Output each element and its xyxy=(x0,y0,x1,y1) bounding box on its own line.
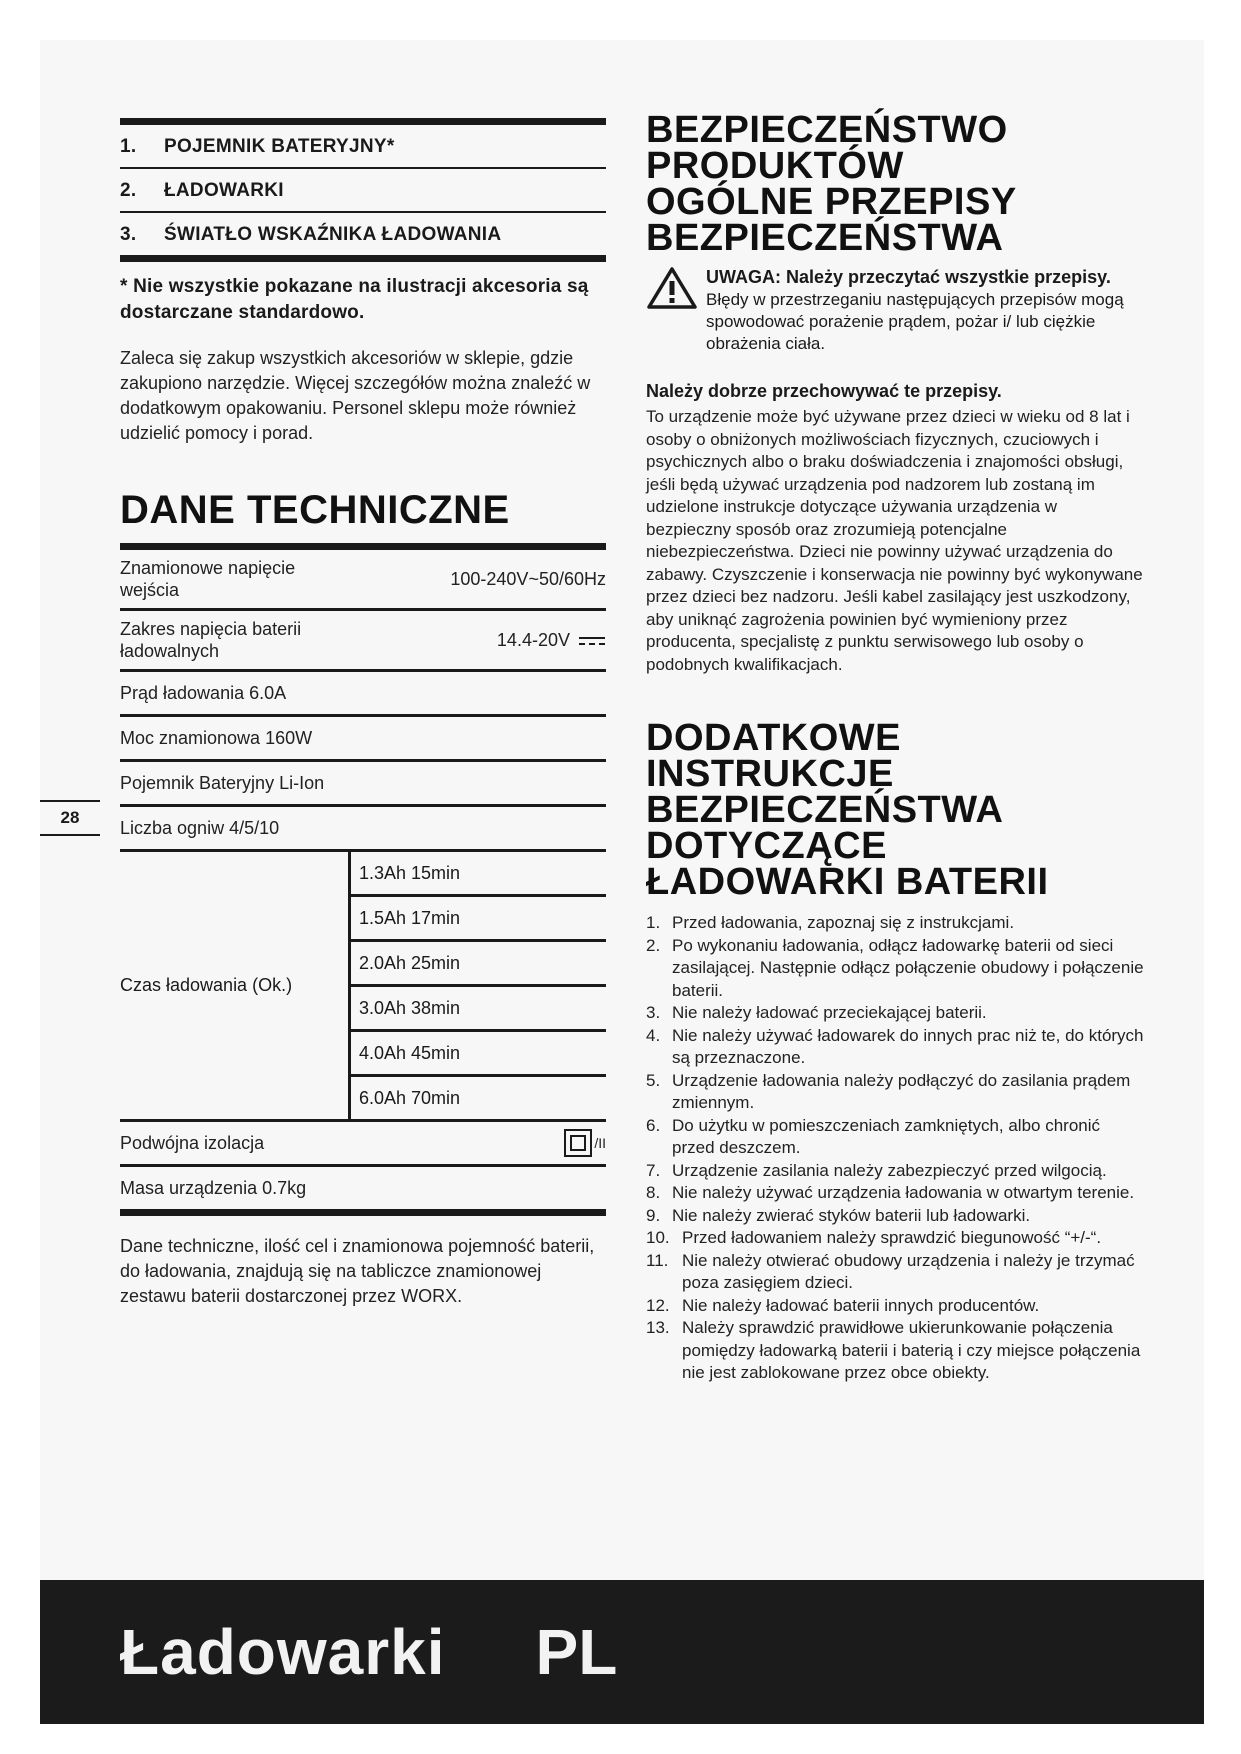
footer-band xyxy=(40,1580,1204,1724)
spec-label: Liczba ogniw 4/5/10 xyxy=(120,818,280,838)
spec-label: Moc znamionowa 160W xyxy=(120,728,313,748)
list-item: 12. Nie należy ładować baterii innych producentów. xyxy=(646,1295,1040,1315)
component-item xyxy=(120,213,606,262)
page-number: 28 xyxy=(60,808,80,827)
left-column xyxy=(120,118,606,1309)
double-insulation-symbol xyxy=(564,1129,606,1157)
spec-label: Masa urządzenia 0.7kg xyxy=(120,1178,307,1198)
heading-line: DODATKOWE xyxy=(646,717,901,759)
spec-label: Zakres napięcia baterii ładowalnych xyxy=(120,619,302,661)
list-item: 13. Należy sprawdzić prawidłowe ukierunkowanie połączenia pomiędzy ładowarką baterii i baterią i czy miejsce połączenia nie jest zablokowane przez obce obiekty. xyxy=(646,1318,1141,1382)
spec-label: Znamionowe napięcie wejścia xyxy=(120,558,296,600)
component-item xyxy=(120,169,606,213)
component-label: ŚWIATŁO WSKAŹNIKA ŁADOWANIA xyxy=(164,224,502,245)
spec-table xyxy=(120,550,606,1216)
spec-label: Pojemnik Bateryjny Li-Ion xyxy=(120,773,325,793)
spec-label: Prąd ładowania 6.0A xyxy=(120,683,287,703)
footer-title: Ładowarki xyxy=(120,1616,446,1688)
page-number-block xyxy=(40,800,100,836)
list-item: 1. Przed ładowania, zapoznaj się z instrukcjami. xyxy=(646,913,1015,932)
dc-symbol-icon xyxy=(578,635,606,647)
class-ii-mark: /II xyxy=(594,1135,606,1151)
heading-line: BEZPIECZEŃSTWO xyxy=(646,109,1008,151)
charge-time-item: 2.0Ah 25min xyxy=(351,942,606,987)
warning-block xyxy=(646,266,1146,355)
spec-row-charge-current xyxy=(120,672,606,717)
tech-footnote: Dane techniczne, ilość cel i znamionowa pojemność baterii, do ładowania, znajdują się na tabliczce znamionowej zestawu baterii dostarczonej przez WORX. xyxy=(120,1236,595,1306)
spec-row-rated-power xyxy=(120,717,606,762)
list-item: 4. Nie należy używać ładowarek do innych prac niż te, do których są przeznaczone. xyxy=(646,1025,1144,1067)
footer-language: PL xyxy=(535,1616,618,1688)
list-item: 8. Nie należy używać urządzenia ładowania w otwartym terenie. xyxy=(646,1183,1135,1202)
heading-line: OGÓLNE PRZEPISY xyxy=(646,181,1017,223)
recommend-paragraph: Zaleca się zakup wszystkich akcesoriów w sklepie, gdzie zakupiono narzędzie. Więcej szczegółów można znaleźć w dodatkowym opakowaniu. Personel sklepu może również udzielić pomocy i porad. xyxy=(120,348,591,443)
right-column xyxy=(646,109,1146,1385)
charge-time-list xyxy=(351,852,606,1119)
component-item xyxy=(120,125,606,169)
charge-time-item: 1.5Ah 17min xyxy=(351,897,606,942)
component-number: 2. xyxy=(120,180,137,201)
list-item: 2. Po wykonaniu ładowania, odłącz ładowarkę baterii od sieci zasilającej. Następnie odłącz połączenie obudowy i połączenie baterii. xyxy=(646,935,1144,1000)
safety-heading xyxy=(646,109,1146,259)
component-label: ŁADOWARKI xyxy=(164,180,284,201)
charge-time-item: 4.0Ah 45min xyxy=(351,1032,606,1077)
safety-body: To urządzenie może być używane przez dzieci w wieku od 8 lat i osoby o obniżonych możliwościach fizycznych, czuciowych i psychicznych albo o braku doświadczenia i znajomości obsługi, jeśli będą używać urządzenia pod nadzorem lub zostaną im udzielone instrukcje dotyczące używania urządzenia w bezpieczny sposób oraz zrozumieją potencjalne niebezpieczeństwa. Dzieci nie powinny używać urządzenia do zabawy. Czyszczenie i konserwacja nie powinny być wykonywane przez dzieci bez nadzoru. Jeśli kabel zasilający jest uszkodzony, aby uniknąć zagrożenia powinien być wymieniony przez producenta, specjalistę z punktu serwisowego lub osoby o podobnych kwalifikacjach. xyxy=(646,407,1143,674)
tech-data-heading: DANE TECHNICZNE xyxy=(120,492,606,550)
list-item: 6. Do użytku w pomieszczeniach zamkniętych, albo chronić przed deszczem. xyxy=(646,1115,1101,1157)
spec-value: 14.4-20V xyxy=(496,629,570,650)
heading-line: BEZPIECZEŃSTWA xyxy=(646,789,1004,831)
spec-row-input xyxy=(120,550,606,611)
accessories-note: * Nie wszystkie pokazane na ilustracji akcesoria są dostarczane standardowo. xyxy=(120,276,589,323)
list-item: 10. Przed ładowaniem należy sprawdzić biegunowość “+/-“. xyxy=(646,1228,1102,1247)
spec-row-cells xyxy=(120,807,606,852)
warning-text xyxy=(706,266,1146,355)
warning-triangle-icon xyxy=(646,266,698,310)
charge-time-label: Czas ładowania (Ok.) xyxy=(120,852,351,1119)
charge-time-item: 1.3Ah 15min xyxy=(351,852,606,897)
heading-line: INSTRUKCJE xyxy=(646,753,894,795)
charge-time-item: 6.0Ah 70min xyxy=(359,1087,461,1108)
spec-row-weight xyxy=(120,1167,606,1216)
heading-line: PRODUKTÓW xyxy=(646,145,904,187)
heading-line: DOTYCZĄCE xyxy=(646,825,887,867)
list-item: 7. Urządzenie zasilania należy zabezpieczyć przed wilgocią. xyxy=(646,1160,1107,1180)
charge-time-item: 3.0Ah 38min xyxy=(351,987,606,1032)
warning-rest: Błędy w przestrzeganiu następujących przepisów mogą spowodować porażenie prądem, pożar i/ lub ciężkie obrażenia ciała. xyxy=(706,290,1124,353)
list-item: 9. Nie należy zwierać styków baterii lub ładowarki. xyxy=(646,1205,1031,1225)
spec-label: Podwójna izolacja xyxy=(120,1133,265,1153)
rules-list xyxy=(646,912,1146,1385)
spec-row-double-insulation xyxy=(120,1122,606,1167)
list-item: 3. Nie należy ładować przeciekającej baterii. xyxy=(646,1003,987,1022)
charge-time-block xyxy=(120,852,606,1122)
heading-line: BEZPIECZEŃSTWA xyxy=(646,217,1004,259)
spec-row-battery-type xyxy=(120,762,606,807)
component-number: 1. xyxy=(120,136,137,157)
additional-heading xyxy=(646,717,1146,903)
component-list xyxy=(120,118,606,262)
spec-value-wrap xyxy=(497,630,606,651)
double-square-icon xyxy=(564,1129,592,1157)
warning-bold: UWAGA: Należy przeczytać wszystkie przepisy. xyxy=(706,267,1111,287)
heading-line: ŁADOWARKI BATERII xyxy=(646,861,1049,903)
component-number: 3. xyxy=(120,224,137,245)
component-label: POJEMNIK BATERYJNY* xyxy=(164,136,395,157)
list-item: 11. Nie należy otwierać obudowy urządzenia i należy je trzymać poza zasięgiem dzieci. xyxy=(646,1250,1135,1292)
spec-value: 100-240V~50/60Hz xyxy=(450,568,606,589)
spec-row-battery-range xyxy=(120,611,606,672)
list-item: 5. Urządzenie ładowania należy podłączyć do zasilania prądem zmiennym. xyxy=(646,1070,1131,1112)
keep-instructions: Należy dobrze przechowywać te przepisy. xyxy=(646,381,1002,401)
